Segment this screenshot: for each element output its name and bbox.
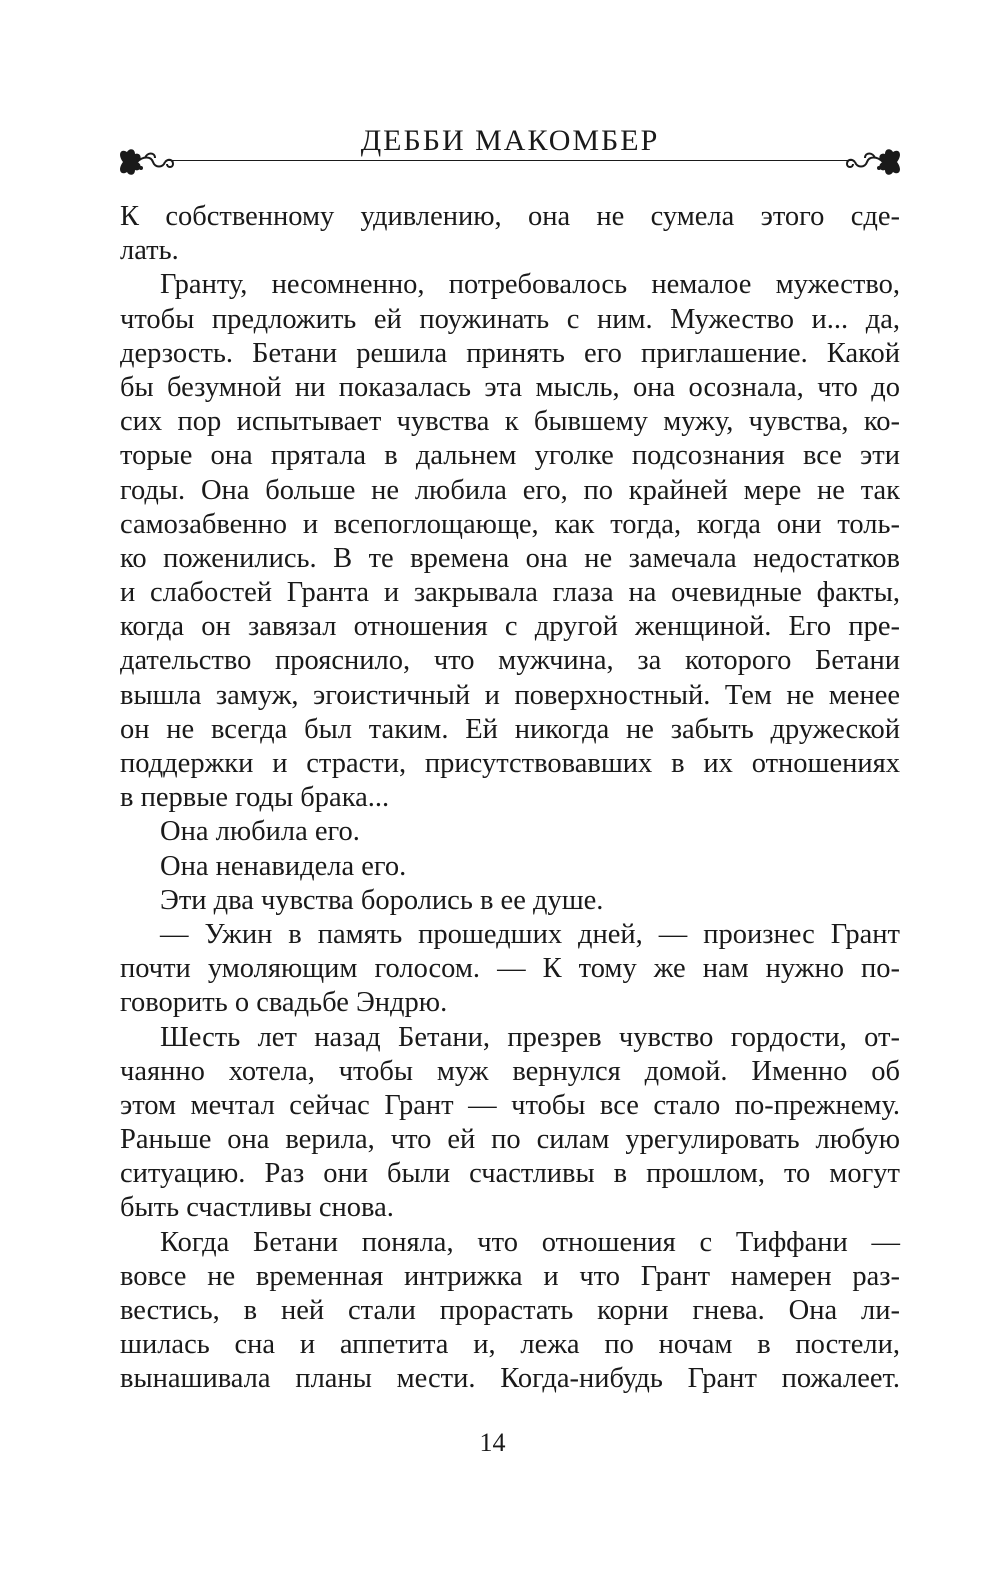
text-line: Гранту, несомненно, потребовалось немалое мужество,: [160, 269, 900, 301]
text-line: сих пор испытывает чувства к бывшему мужу, чувства, ко-: [120, 406, 900, 438]
text-line: чаянно хотела, чтобы муж вернулся домой. Именно об: [120, 1055, 900, 1087]
text-line: этом мечтал сейчас Грант — чтобы все стало по-прежнему.: [120, 1089, 900, 1121]
text-line: Она ненавидела его.: [160, 850, 407, 882]
text-line: когда он завязал отношения с другой женщиной. Его пре-: [120, 611, 900, 643]
page-header: [115, 120, 905, 190]
body-text: [120, 200, 900, 1397]
text-line: и слабостей Гранта и закрывала глаза на очевидные факты,: [120, 577, 900, 609]
text-line: вынашивала планы мести. Когда-нибудь Грант пожалеет.: [120, 1363, 900, 1395]
text-line: Шесть лет назад Бетани, презрев чувство гордости, от-: [160, 1021, 900, 1053]
text-line: бы безумной ни показалась эта мысль, она осознала, что до: [120, 371, 900, 403]
text-line: лать.: [120, 235, 179, 267]
floral-ornament-icon: [843, 144, 905, 180]
text-line: вестись, в ней стали прорастать корни гнева. Она ли-: [120, 1295, 900, 1326]
text-line: говорить о свадьбе Эндрю.: [120, 987, 448, 1019]
text-line: годы. Она больше не любила его, по крайней мере не так: [120, 474, 900, 506]
text-line: вышла замуж, эгоистичный и поверхностный. Тем не менее: [120, 679, 900, 711]
text-line: почти умоляющим голосом. — К тому же нам нужно по-: [120, 953, 900, 985]
text-line: шилась сна и аппетита и, лежа по ночам в постели,: [120, 1329, 900, 1361]
text-line: Когда Бетани поняла, что отношения с Тиффани —: [160, 1226, 900, 1258]
text-line: в первые годы брака...: [120, 782, 390, 814]
text-line: дательство прояснило, что мужчина, за которого Бетани: [120, 645, 900, 677]
text-line: ситуацию. Раз они были счастливы в прошлом, то могут: [120, 1158, 900, 1190]
text-line: вовсе не временная интрижка и что Грант намерен раз-: [120, 1260, 900, 1292]
text-line: Она любила его.: [160, 816, 360, 848]
page-number: 14: [479, 1428, 506, 1457]
running-head-author: ДЕББИ МАКОМБЕР: [360, 124, 660, 157]
text-line: торые она прятала в дальнем уголке подсознания все эти: [120, 440, 900, 472]
text-line: поддержки и страсти, присутствовавших в их отношениях: [120, 748, 900, 779]
text-line: быть счастливы снова.: [120, 1192, 394, 1224]
text-line: К собственному удивлению, она не сумела этого сде-: [120, 201, 900, 232]
text-line: чтобы предложить ей поужинать с ним. Мужество и... да,: [120, 303, 900, 335]
text-line: Раньше она верила, что ей по силам урегулировать любую: [120, 1124, 900, 1156]
text-line: Эти два чувства боролись в ее душе.: [160, 884, 604, 916]
header-rule: [167, 160, 853, 161]
text-line: дерзость. Бетани решила принять его приглашение. Какой: [120, 337, 900, 369]
text-line: самозабвенно и всепоглощающе, как тогда, когда они толь-: [120, 508, 900, 540]
text-line: — Ужин в память прошедших дней, — произнес Грант: [160, 918, 900, 950]
text-line: ко поженились. В те времена она не замечала недостатков: [120, 542, 900, 574]
text-line: он не всегда был таким. Ей никогда не забыть дружеской: [120, 713, 900, 745]
